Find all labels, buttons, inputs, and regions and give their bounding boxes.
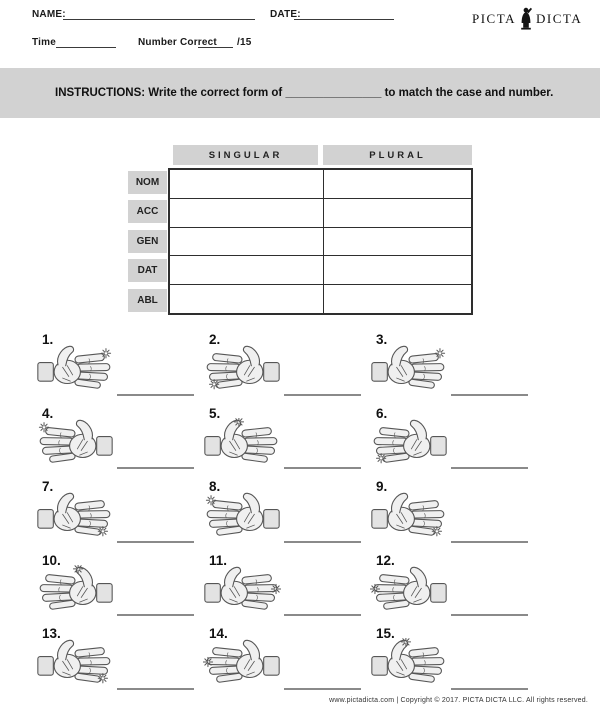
open-hand-icon-right: [36, 491, 114, 539]
declension-table: [168, 168, 473, 315]
answer-blank-line: [451, 467, 528, 469]
name-label: NAME:: [32, 9, 66, 20]
open-hand-icon-left: [203, 344, 281, 392]
open-hand-icon-right: [36, 344, 114, 392]
singular-cell-acc: [170, 199, 324, 227]
answer-blank-line: [284, 467, 361, 469]
name-fill-line: [63, 19, 255, 20]
exercise-item: [203, 624, 370, 698]
open-hand-icon-left: [203, 491, 281, 539]
sparkle-mark: [101, 349, 110, 358]
exercise-item: [36, 624, 203, 698]
number-correct-total: /15: [237, 37, 252, 48]
exercise-item: [36, 330, 203, 404]
instructions-text: INSTRUCTIONS: Write the correct form of _______________ to match the case and number.: [55, 87, 554, 99]
sparkle-mark: [98, 527, 107, 536]
row-header-abl: ABL: [128, 289, 167, 312]
open-hand-icon-right: [203, 565, 281, 613]
answer-blank-line: [451, 614, 528, 616]
item-number: 1.: [42, 332, 54, 347]
item-number: 2.: [209, 332, 221, 347]
plural-cell-nom: [324, 170, 471, 198]
plural-cell-abl: [324, 285, 471, 313]
number-correct-label: Number Correct: [138, 37, 217, 48]
sparkle-mark: [376, 453, 385, 462]
exercise-item: [370, 404, 537, 478]
sparkle-mark: [209, 380, 218, 389]
sparkle-mark: [435, 349, 444, 358]
item-number: 15.: [376, 626, 395, 641]
time-fill-line: [56, 47, 116, 48]
logo-text-left: PICTA: [472, 11, 517, 26]
open-hand-icon-left: [36, 418, 114, 466]
item-number: 11.: [209, 552, 228, 568]
plural-column-header: PLURAL: [323, 145, 472, 165]
item-number: 12.: [376, 552, 395, 568]
answer-blank-line: [117, 467, 194, 469]
answer-blank-line: [284, 541, 361, 543]
date-label: DATE:: [270, 9, 301, 20]
item-number: 9.: [376, 479, 388, 494]
exercise-item: [36, 404, 203, 478]
open-hand-icon-right: [370, 344, 448, 392]
open-hand-icon-right: [370, 638, 448, 686]
answer-blank-line: [284, 614, 361, 616]
number-correct-fill-line: [198, 47, 233, 48]
table-row-dat: [170, 255, 471, 284]
plural-cell-acc: [324, 199, 471, 227]
open-hand-icon-right: [36, 638, 114, 686]
time-label: Time: [32, 37, 56, 48]
singular-cell-gen: [170, 228, 324, 256]
item-number: 3.: [376, 332, 388, 347]
statue-figure-icon: [518, 6, 534, 32]
item-number: 7.: [42, 479, 54, 494]
singular-cell-dat: [170, 256, 324, 284]
exercise-item: [370, 551, 537, 625]
item-number: 4.: [42, 405, 54, 421]
row-header-dat: DAT: [128, 259, 167, 282]
open-hand-icon-left: [36, 565, 114, 613]
open-hand-icon-left: [370, 418, 448, 466]
answer-blank-line: [117, 541, 194, 543]
item-number: 13.: [42, 626, 61, 641]
exercise-item: [370, 330, 537, 404]
plural-cell-dat: [324, 256, 471, 284]
sparkle-mark: [98, 674, 107, 683]
singular-column-header: SINGULAR: [173, 145, 318, 165]
logo-text-right: DICTA: [536, 11, 583, 26]
answer-blank-line: [117, 394, 194, 396]
open-hand-icon-left: [203, 638, 281, 686]
sparkle-mark: [206, 496, 215, 505]
sparkle-mark: [432, 527, 441, 536]
date-fill-line: [294, 19, 394, 20]
table-row-gen: [170, 227, 471, 256]
answer-blank-line: [451, 688, 528, 690]
row-header-acc: ACC: [128, 200, 167, 223]
plural-cell-gen: [324, 228, 471, 256]
exercise-item: [36, 477, 203, 551]
answer-blank-line: [451, 541, 528, 543]
copyright-footer: www.pictadicta.com | Copyright © 2017. PICTA DICTA LLC. All rights reserved.: [329, 697, 588, 704]
exercise-item: [370, 477, 537, 551]
answer-blank-line: [117, 688, 194, 690]
exercise-item: [203, 477, 370, 551]
open-hand-icon-right: [203, 418, 281, 466]
table-row-acc: [170, 198, 471, 227]
item-number: 10.: [42, 552, 61, 568]
item-number: 8.: [209, 479, 221, 494]
exercise-item: [203, 330, 370, 404]
item-number: 14.: [209, 626, 228, 641]
item-number: 6.: [376, 405, 388, 421]
instructions-banner: [0, 68, 600, 118]
sparkle-mark: [39, 422, 48, 431]
answer-blank-line: [284, 688, 361, 690]
row-header-nom: NOM: [128, 171, 167, 194]
exercise-item: [370, 624, 537, 698]
exercise-item: [203, 404, 370, 478]
table-row-nom: [170, 170, 471, 198]
row-header-gen: GEN: [128, 230, 167, 253]
table-row-abl: [170, 284, 471, 313]
exercise-item: [203, 551, 370, 625]
singular-cell-nom: [170, 170, 324, 198]
answer-blank-line: [284, 394, 361, 396]
exercise-items-grid: [36, 330, 537, 698]
picta-dicta-logo: [472, 6, 582, 32]
open-hand-icon-right: [370, 491, 448, 539]
item-number: 5.: [209, 405, 221, 421]
open-hand-icon-left: [370, 565, 448, 613]
singular-cell-abl: [170, 285, 324, 313]
exercise-item: [36, 551, 203, 625]
answer-blank-line: [451, 394, 528, 396]
answer-blank-line: [117, 614, 194, 616]
